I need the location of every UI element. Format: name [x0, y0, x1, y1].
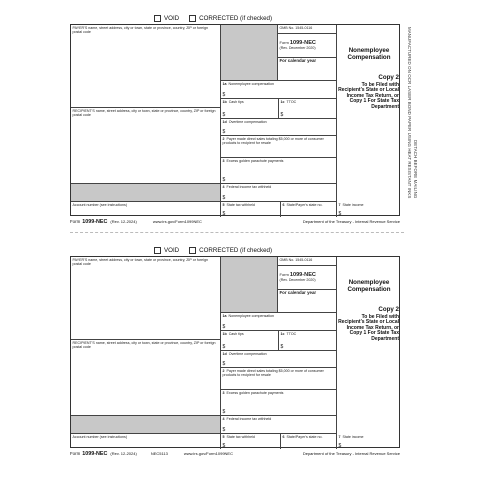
- box-5[interactable]: 5 State tax withheld $: [221, 202, 281, 217]
- checkbox-square-icon: [154, 247, 161, 254]
- checkbox-square-icon: [189, 15, 196, 22]
- form-title: Nonemployee Compensation: [347, 279, 391, 294]
- box-3[interactable]: 3 Excess golden parachute payments $: [221, 158, 337, 184]
- shaded-strip: [71, 184, 221, 202]
- payer-info-field[interactable]: PAYER'S name, street address, city or town, state or province, country, ZIP or foreign postal code: [71, 25, 221, 108]
- form-id: Form 1099-NEC (Rev. December 2020): [278, 266, 336, 290]
- box-6[interactable]: 6 State/Payer's state no.: [281, 434, 337, 449]
- omb-number: OMB No. 1545-0116: [278, 25, 336, 34]
- void-corrected-row: [154, 14, 272, 23]
- box-1d[interactable]: 1d Overtime compensation $: [221, 351, 337, 368]
- side-text-detach: DETACH BEFORE MAILING: [413, 139, 418, 198]
- box-4[interactable]: 4 Federal income tax withheld $: [221, 416, 337, 434]
- void-corrected-row: [154, 246, 272, 255]
- box-1b[interactable]: 1b Cash tips $: [221, 331, 279, 351]
- footer-url: www.irs.gov/Form1099NEC: [183, 451, 233, 456]
- form-footer: Form 1099-NEC (Rev. 12-2024) www.irs.gov/Form1099NEC Department of the Treasury - Internal Revenue Service: [70, 218, 400, 225]
- perforation-line: [70, 232, 404, 233]
- void-checkbox[interactable]: VOID: [154, 15, 179, 22]
- calendar-year: For calendar year: [279, 290, 317, 295]
- footer-department: Department of the Treasury - Internal Revenue Service: [302, 219, 400, 224]
- shaded-strip: [71, 416, 221, 434]
- form-1099-nec-top: [70, 14, 400, 224]
- form-grid: [70, 24, 400, 216]
- footer-sku: NEC5113: [150, 451, 168, 456]
- box-1b[interactable]: 1b Cash tips $: [221, 99, 279, 119]
- footer-form-number: 1099-NEC: [82, 450, 108, 457]
- box-1d[interactable]: 1d Overtime compensation $: [221, 119, 337, 136]
- form-footer: Form 1099-NEC (Rev. 12-2024) NEC5113 www.irs.gov/Form1099NEC Department of the Treasury - Internal Revenue Service: [70, 450, 400, 457]
- omb-number: OMB No. 1545-0116: [278, 257, 336, 266]
- recipient-info-field[interactable]: RECIPIENT'S name, street address, city or town, state or province, country, ZIP or foreign postal code: [71, 340, 221, 416]
- box-7[interactable]: 7 State income $: [338, 435, 364, 449]
- calendar-year: For calendar year: [279, 58, 317, 63]
- box-1c[interactable]: 1c TTOC $: [279, 99, 337, 119]
- account-number-field[interactable]: Account number (see instructions): [71, 202, 221, 217]
- form-grid: [70, 256, 400, 448]
- box-1a[interactable]: 1a Nonemployee compensation $: [221, 81, 337, 99]
- footer-revision: (Rev. 12-2024): [110, 451, 137, 456]
- checkbox-square-icon: [189, 247, 196, 254]
- account-number-field[interactable]: Account number (see instructions): [71, 434, 221, 449]
- footer-department: Department of the Treasury - Internal Revenue Service: [302, 451, 400, 456]
- footer-revision: (Rev. 12-2024): [110, 219, 137, 224]
- payer-info-field[interactable]: PAYER'S name, street address, city or town, state or province, country, ZIP or foreign postal code: [71, 257, 221, 340]
- footer-url: www.irs.gov/Form1099NEC: [152, 219, 202, 224]
- checkbox-square-icon: [154, 15, 161, 22]
- side-text-manufactured: MANUFACTURED ON OCR LASER BOND PAPER USING HEAT RESISTANT INKS: [407, 26, 412, 198]
- box-2[interactable]: 2 Payer made direct sales totaling $5,000 or more of consumer products to recipient for resale: [221, 368, 337, 390]
- form-1099-nec-bottom: [70, 246, 400, 456]
- corrected-checkbox[interactable]: CORRECTED (if checked): [189, 15, 272, 22]
- omb-block: [278, 25, 337, 81]
- shaded-box: [221, 257, 278, 313]
- shaded-box: [221, 25, 278, 81]
- recipient-info-field[interactable]: RECIPIENT'S name, street address, city or town, state or province, country, ZIP or foreign postal code: [71, 108, 221, 184]
- box-4[interactable]: 4 Federal income tax withheld $: [221, 184, 337, 202]
- box-1c[interactable]: 1c TTOC $: [279, 331, 337, 351]
- omb-block: [278, 257, 337, 313]
- box-3[interactable]: 3 Excess golden parachute payments $: [221, 390, 337, 416]
- form-id: Form 1099-NEC (Rev. December 2020): [278, 34, 336, 58]
- box-2[interactable]: 2 Payer made direct sales totaling $5,000 or more of consumer products to recipient for resale: [221, 136, 337, 158]
- box-5[interactable]: 5 State tax withheld $: [221, 434, 281, 449]
- box-6[interactable]: 6 State/Payer's state no.: [281, 202, 337, 217]
- box-7[interactable]: 7 State income $: [338, 203, 364, 217]
- copy-info: Copy 2 To be Filed with Recipient's State or Local Income Tax Return, or Copy 1 For State Tax Department: [338, 74, 399, 110]
- box-1a[interactable]: 1a Nonemployee compensation $: [221, 313, 337, 331]
- footer-form-number: 1099-NEC: [82, 218, 108, 225]
- corrected-checkbox[interactable]: CORRECTED (if checked): [189, 247, 272, 254]
- void-checkbox[interactable]: VOID: [154, 247, 179, 254]
- form-title: Nonemployee Compensation: [347, 47, 391, 62]
- side-instructions: [404, 18, 418, 198]
- copy-info: Copy 2 To be Filed with Recipient's State or Local Income Tax Return, or Copy 1 For State Tax Department: [338, 306, 399, 342]
